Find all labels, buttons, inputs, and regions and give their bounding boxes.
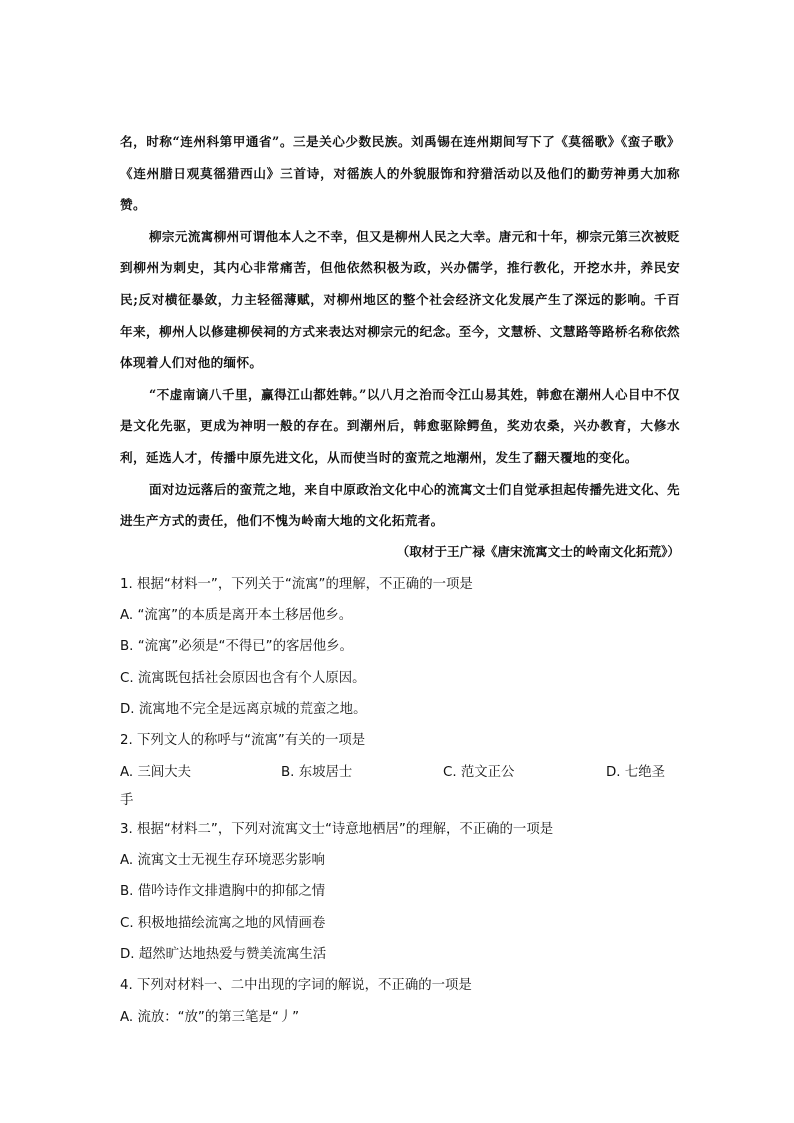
- question-2-option-d: D. 七绝圣: [606, 764, 665, 780]
- question-2-options: [120, 757, 680, 788]
- passage-source: （取材于王广禄《唐宋流寓文士的岭南文化拓荒》）: [396, 543, 680, 559]
- question-2-option-c: C. 范文正公: [443, 764, 515, 780]
- question-4-stem: 4. 下列对材料一、二中出现的字词的解说，不正确的一项是: [120, 978, 472, 994]
- question-1-option-b: B. “流寓”必须是“不得已”的客居他乡。: [120, 639, 353, 655]
- question-list: [120, 569, 680, 1033]
- question-1-option-a: A. “流寓”的本质是离开本土移居他乡。: [120, 608, 353, 624]
- question-4-option-a: A. 流放：“放”的第三笔是“丿”: [120, 1009, 300, 1025]
- question-3-option-c: C. 积极地描绘流寓之地的风情画卷: [120, 915, 326, 931]
- question-3-option-b: B. 借吟诗作文排遣胸中的抑郁之情: [120, 884, 326, 900]
- question-3-option-a: A. 流寓文士无视生存环境恶劣影响: [120, 853, 325, 869]
- question-2-option-d-wrap: 手: [120, 792, 134, 808]
- exam-page: [120, 126, 680, 1033]
- passage-paragraph-1: 名，时称“连州科第甲通省”。三是关心少数民族。刘禹锡在连州期间写下了《莫徭歌》《蛮子歌》《连州腊日观莫徭猎西山》三首诗，对徭族人的外貌服饰和狩猎活动以及他们的勤劳神勇大加称赞。: [120, 134, 680, 213]
- question-3-stem: 3. 根据“材料二”，下列对流寓文士“诗意地栖居”的理解，不正确的一项是: [120, 821, 554, 837]
- passage-paragraph-3: “不虚南谪八千里，赢得江山都姓韩。”以八月之治而令江山易其姓，韩愈在潮州人心目中不仅是文化先驱，更成为神明一般的存在。到潮州后，韩愈驱除鳄鱼，奖劝农桑，兴办教育，大修水利，延选人才，传播中原先进文化，从而使当时的蛮荒之地潮州，发生了翻天覆地的变化。: [120, 386, 680, 465]
- question-3-option-d: D. 超然旷达地热爱与赞美流寓生活: [120, 946, 327, 962]
- question-1-option-c: C. 流寓既包括社会原因也含有个人原因。: [120, 670, 366, 686]
- question-1-option-d: D. 流寓地不完全是远离京城的荒蛮之地。: [120, 701, 367, 717]
- passage-paragraph-4: 面对边远落后的蛮荒之地，来自中原政治文化中心的流寓文士们自觉承担起传播先进文化、先进生产方式的责任，他们不愧为岭南大地的文化拓荒者。: [120, 481, 680, 529]
- question-2-option-b: B. 东坡居士: [281, 764, 353, 780]
- question-2-option-a: A. 三闾大夫: [120, 764, 191, 780]
- question-2-stem: 2. 下列文人的称呼与“流寓”有关的一项是: [120, 733, 366, 749]
- passage-paragraph-2: 柳宗元流寓柳州可谓他本人之不幸，但又是柳州人民之大幸。唐元和十年，柳宗元第三次被贬到柳州为刺史，其内心非常痛苦，但他依然积极为政，兴办儒学，推行教化，开挖水井，养民安民;反对横征暴敛，力主轻徭薄赋，对柳州地区的整个社会经济文化发展产生了深远的影响。千百年来，柳州人以修建柳侯祠的方式来表达对柳宗元的纪念。至今，文慧桥、文慧路等路桥名称依然体现着人们对他的缅怀。: [120, 228, 680, 371]
- reading-passage: [120, 126, 680, 537]
- question-1-stem: 1. 根据“材料一”，下列关于“流寓”的理解，不正确的一项是: [120, 576, 473, 592]
